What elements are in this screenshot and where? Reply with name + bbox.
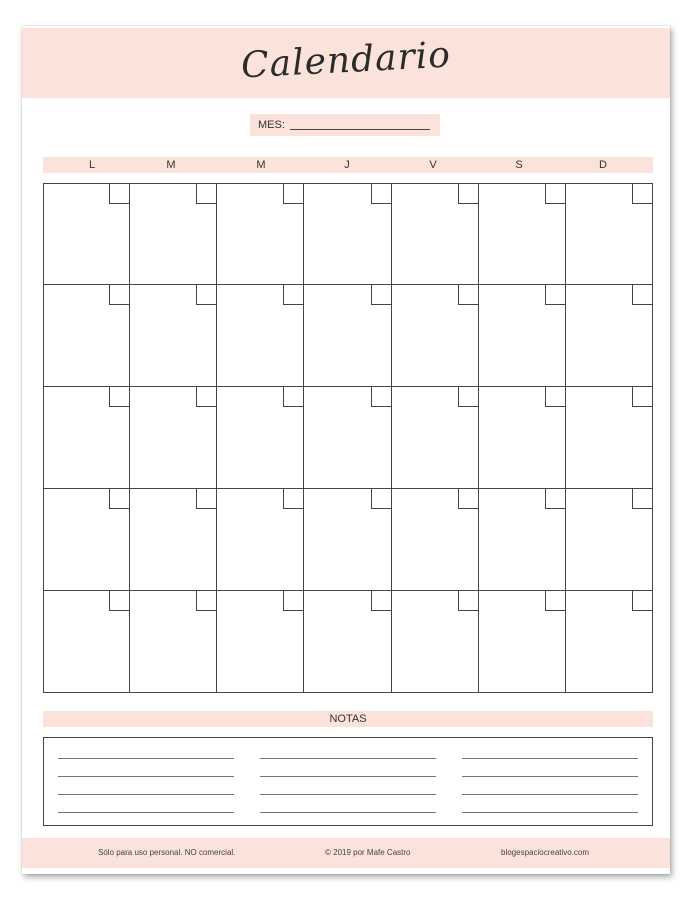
day-cell[interactable] [216, 284, 304, 387]
month-field [250, 114, 440, 136]
day-number-box[interactable] [632, 488, 653, 509]
day-number-box[interactable] [371, 284, 392, 305]
notes-header [43, 711, 653, 727]
day-number-box[interactable] [458, 488, 479, 509]
day-cell[interactable] [565, 284, 653, 387]
day-number-box[interactable] [458, 590, 479, 611]
day-cell[interactable] [391, 284, 479, 387]
day-cell[interactable] [565, 488, 653, 591]
day-number-box[interactable] [196, 488, 217, 509]
day-number-box[interactable] [371, 386, 392, 407]
weekday-label: M [256, 159, 266, 171]
day-cell[interactable] [216, 386, 304, 489]
day-number-box[interactable] [109, 284, 130, 305]
day-number-box[interactable] [545, 284, 566, 305]
day-cell[interactable] [303, 386, 391, 489]
day-cell[interactable] [43, 488, 130, 591]
day-number-box[interactable] [283, 284, 304, 305]
footer-license: Sólo para uso personal. NO comercial. [98, 848, 236, 857]
weekday-label: S [515, 159, 523, 171]
calendar-page [22, 26, 670, 874]
note-line[interactable] [260, 776, 436, 777]
day-cell[interactable] [216, 590, 304, 693]
day-cell[interactable] [478, 284, 566, 387]
notes-box[interactable] [43, 737, 653, 826]
day-number-box[interactable] [283, 488, 304, 509]
day-cell[interactable] [43, 183, 130, 285]
header-band [22, 28, 670, 98]
day-cell[interactable] [129, 488, 217, 591]
note-line[interactable] [58, 794, 234, 795]
note-line[interactable] [462, 812, 638, 813]
day-cell[interactable] [391, 488, 479, 591]
day-number-box[interactable] [283, 183, 304, 204]
note-line[interactable] [260, 758, 436, 759]
day-number-box[interactable] [632, 386, 653, 407]
note-line[interactable] [462, 758, 638, 759]
day-number-box[interactable] [283, 590, 304, 611]
day-number-box[interactable] [109, 488, 130, 509]
month-label: MES: [258, 119, 285, 131]
weekday-label: M [166, 159, 176, 171]
day-number-box[interactable] [371, 488, 392, 509]
day-number-box[interactable] [196, 386, 217, 407]
day-number-box[interactable] [109, 386, 130, 407]
day-cell[interactable] [565, 183, 653, 285]
day-number-box[interactable] [283, 386, 304, 407]
weekday-label: J [344, 159, 350, 171]
note-line[interactable] [462, 776, 638, 777]
day-cell[interactable] [43, 386, 130, 489]
note-line[interactable] [58, 758, 234, 759]
weekday-label: L [88, 159, 96, 171]
day-cell[interactable] [129, 386, 217, 489]
note-line[interactable] [58, 812, 234, 813]
day-cell[interactable] [303, 590, 391, 693]
day-number-box[interactable] [109, 183, 130, 204]
day-number-box[interactable] [632, 284, 653, 305]
page-title: Calendario [240, 34, 452, 87]
day-cell[interactable] [303, 183, 391, 285]
day-number-box[interactable] [196, 590, 217, 611]
weekday-header [43, 157, 653, 173]
day-number-box[interactable] [371, 183, 392, 204]
day-number-box[interactable] [632, 590, 653, 611]
day-cell[interactable] [478, 386, 566, 489]
day-cell[interactable] [43, 590, 130, 693]
day-cell[interactable] [391, 590, 479, 693]
day-number-box[interactable] [196, 284, 217, 305]
day-number-box[interactable] [109, 590, 130, 611]
day-number-box[interactable] [458, 284, 479, 305]
day-cell[interactable] [303, 488, 391, 591]
note-line[interactable] [260, 794, 436, 795]
weekday-label: D [599, 159, 607, 171]
footer-copyright: © 2019 por Mafe Castro [325, 848, 411, 857]
notes-label: NOTAS [329, 713, 367, 725]
day-cell[interactable] [303, 284, 391, 387]
footer [22, 838, 670, 868]
day-cell[interactable] [391, 183, 479, 285]
note-line[interactable] [58, 776, 234, 777]
day-number-box[interactable] [545, 488, 566, 509]
day-number-box[interactable] [545, 183, 566, 204]
day-cell[interactable] [129, 284, 217, 387]
day-number-box[interactable] [545, 386, 566, 407]
day-number-box[interactable] [371, 590, 392, 611]
footer-website: blogespaciocreativo.com [501, 848, 590, 857]
day-cell[interactable] [391, 386, 479, 489]
note-line[interactable] [462, 794, 638, 795]
day-number-box[interactable] [196, 183, 217, 204]
month-blank-line[interactable] [290, 129, 430, 130]
day-cell[interactable] [565, 386, 653, 489]
day-number-box[interactable] [632, 183, 653, 204]
note-line[interactable] [260, 812, 436, 813]
day-cell[interactable] [129, 183, 217, 285]
day-cell[interactable] [478, 183, 566, 285]
day-cell[interactable] [478, 488, 566, 591]
day-number-box[interactable] [458, 183, 479, 204]
day-cell[interactable] [565, 590, 653, 693]
calendar-grid [43, 183, 653, 693]
day-cell[interactable] [216, 488, 304, 591]
day-cell[interactable] [216, 183, 304, 285]
weekday-label: V [429, 159, 437, 171]
day-number-box[interactable] [458, 386, 479, 407]
day-cell[interactable] [43, 284, 130, 387]
day-cell[interactable] [478, 590, 566, 693]
day-cell[interactable] [129, 590, 217, 693]
day-number-box[interactable] [545, 590, 566, 611]
